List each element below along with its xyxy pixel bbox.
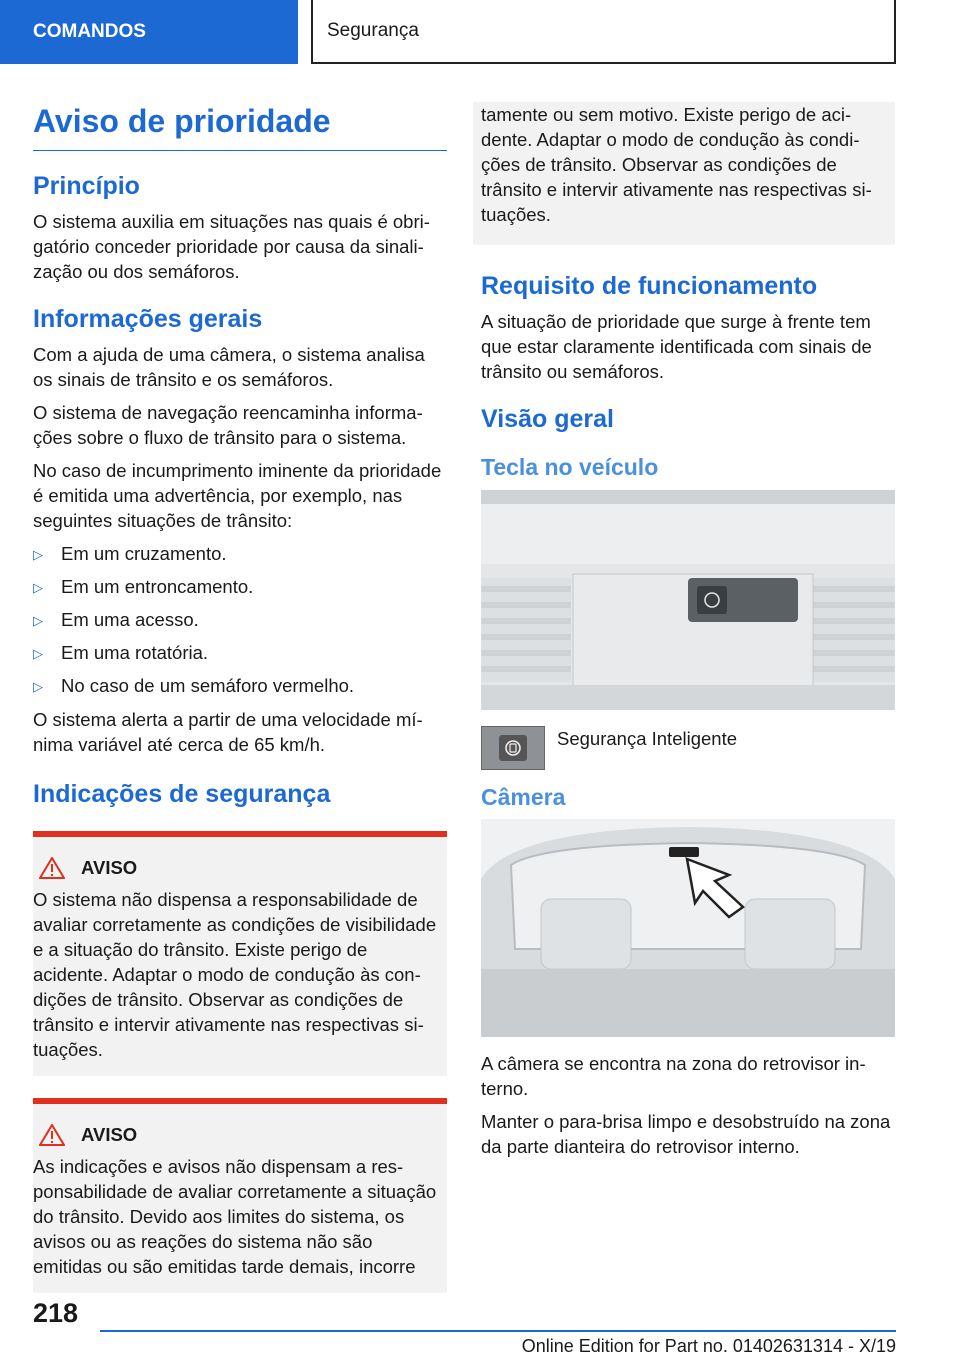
heading-principio: Princípio: [33, 172, 140, 201]
warning-text-1: O sistema não dispensa a responsabilidade de avaliar corretamente as condições de visibilidade e a situação do trânsito. Existe perigo de acidente. Adaptar o modo de condução às condições de trânsito. Observar as condições de trânsito e intervir ativamente nas respectivas situações.: [33, 889, 437, 1061]
triangle-bullet-icon: ▷: [33, 547, 43, 563]
right-column: [481, 102, 895, 1167]
warning-box-1: [33, 831, 447, 1076]
edition-text: Online Edition for Part no. 01402631314 - X/19: [521, 1336, 896, 1356]
list-item: ▷ Em um cruzamento.: [33, 541, 447, 567]
warning-title: AVISO: [33, 857, 439, 879]
heading-camera: Câmera: [481, 783, 566, 810]
chapter-label: COMANDOS: [33, 21, 146, 42]
camera-paragraph-1: A câmera se encontra na zona do retrovisor interno.: [481, 1053, 866, 1100]
warning-text-2: As indicações e avisos não dispensam a responsabilidade de avaliar corretamente a situação do trânsito. Devido aos limites do sistema, os avisos ou as reações do sistema não são emitidas ou são emitidas tarde demais, incorre: [33, 1156, 437, 1278]
triangle-bullet-icon: ▷: [33, 580, 43, 596]
info-paragraph-1: Com a ajuda de uma câmera, o sistema analisa os sinais de trânsito e os semáforos.: [33, 344, 425, 391]
triangle-bullet-icon: ▷: [33, 679, 43, 695]
button-legend: [481, 726, 895, 770]
situation-list: [33, 541, 447, 699]
warning-box-2-continued: [473, 102, 895, 245]
list-item: ▷ Em uma acesso.: [33, 607, 447, 633]
principio-text: O sistema auxilia em situações nas quais é obrigatório conceder prioridade por causa da sinalização ou dos semáforos.: [33, 211, 430, 283]
warning-title: AVISO: [33, 1124, 439, 1146]
intelligent-safety-button-icon: [481, 726, 545, 770]
info-paragraph-2: O sistema de navegação reencaminha informações sobre o fluxo de trânsito para o sistema.: [33, 402, 423, 449]
heading-requisito: Requisito de funcionamento: [481, 272, 818, 300]
chapter-tab: [0, 0, 298, 64]
heading-seguranca: Indicações de segurança: [33, 780, 331, 809]
camera-paragraph-2: Manter o para-brisa limpo e desobstruído na zona da parte dianteira do retrovisor interno.: [481, 1111, 891, 1158]
triangle-bullet-icon: ▷: [33, 613, 43, 629]
heading-visao-geral: Visão geral: [481, 405, 614, 433]
list-item: ▷ Em uma rotatória.: [33, 640, 447, 666]
left-column: [33, 102, 447, 1293]
section-label: Segurança: [327, 20, 419, 41]
windshield-camera-photo: [481, 819, 895, 1037]
footer-divider: [100, 1330, 896, 1332]
section-header: [311, 0, 896, 64]
list-item: ▷ Em um entroncamento.: [33, 574, 447, 600]
warning-box-2: [33, 1098, 447, 1293]
list-item: ▷ No caso de um semáforo vermelho.: [33, 673, 447, 699]
heading-informacoes: Informações gerais: [33, 305, 263, 334]
warning-triangle-icon: [39, 1124, 65, 1146]
dashboard-button-photo: [481, 490, 895, 710]
warning-text-2-cont: tamente ou sem motivo. Existe perigo de acidente. Adaptar o modo de condução às condições de trânsito. Observar as condições de trânsito e intervir ativamente nas respectivas situações.: [481, 104, 872, 225]
triangle-bullet-icon: ▷: [33, 646, 43, 662]
info-paragraph-4: O sistema alerta a partir de uma velocidade mínima variável até cerca de 65 km/h.: [33, 709, 423, 756]
info-paragraph-3: No caso de incumprimento iminente da prioridade é emitida uma advertência, por exemplo, nas seguintes situações de trânsito:: [33, 460, 442, 532]
warning-triangle-icon: [39, 857, 65, 879]
page-number: 218: [33, 1298, 79, 1328]
page-title: Aviso de prioridade: [33, 102, 447, 151]
button-legend-label: Segurança Inteligente: [557, 727, 737, 749]
requisito-text: A situação de prioridade que surge à frente tem que estar claramente identificada com sinais de trânsito ou semáforos.: [481, 311, 872, 382]
heading-tecla: Tecla no veículo: [481, 454, 659, 480]
